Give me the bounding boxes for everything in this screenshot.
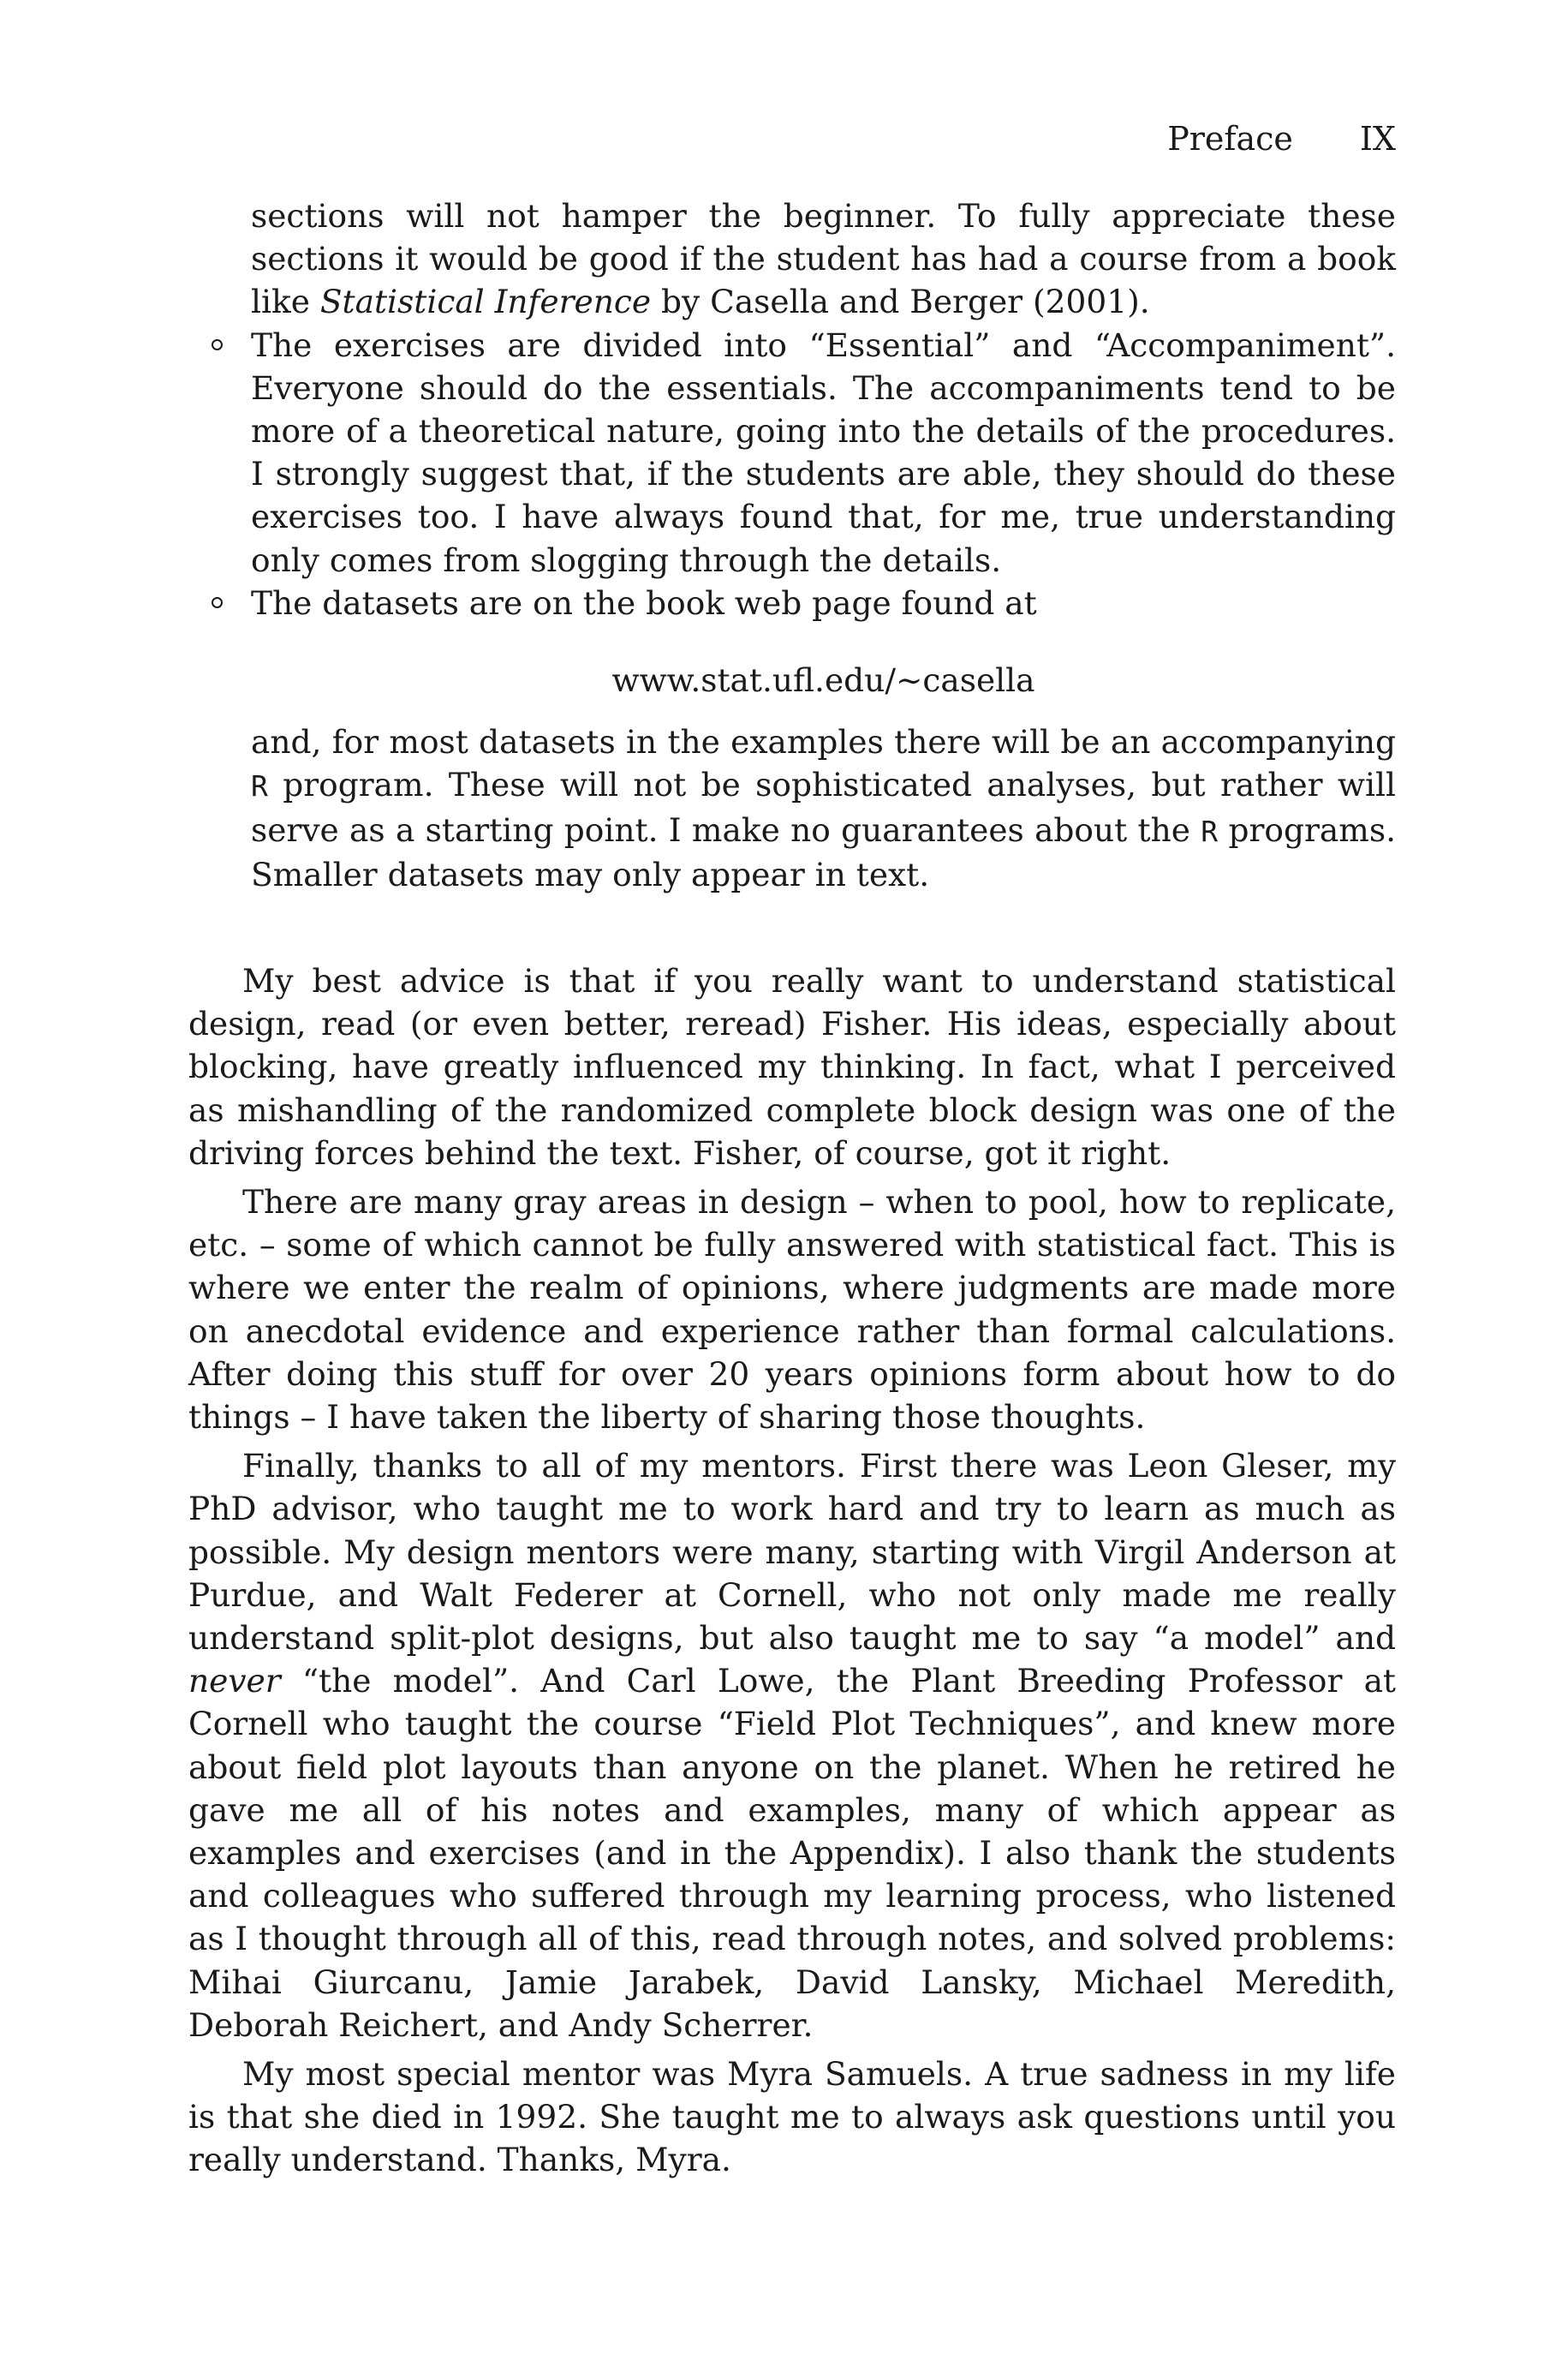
running-header bbox=[1167, 120, 1396, 158]
list-item-text: The datasets are on the book web page found at bbox=[251, 583, 1037, 622]
datasets-note bbox=[251, 720, 1396, 896]
page-number: IX bbox=[1359, 120, 1396, 158]
list-item-text: The exercises are divided into “Essential” and “Accompaniment”. Everyone should do the essentials. The accompaniments tend to be more of a theoretical nature, going into the details of the procedures. I strongly suggest that, if the students are able, they should do these exercises too. I have always found that, for me, true understanding only comes from slogging through the details. bbox=[251, 326, 1396, 579]
book-title: Statistical Inference bbox=[319, 283, 652, 321]
web-page-url: www.stat.ufl.edu/∼casella bbox=[611, 661, 1035, 700]
list-item-datasets bbox=[251, 582, 1396, 896]
datasets-note-text: and, for most datasets in the examples there will be an accompanying bbox=[251, 723, 1396, 762]
emphasis-never: never bbox=[188, 1662, 281, 1700]
body-paragraphs bbox=[188, 959, 1396, 2188]
bullet-circle-icon bbox=[212, 597, 223, 608]
paragraph-gray-areas: There are many gray areas in design – when to pool, how to replicate, etc. – some of which cannot be fully answered with statistical fact. This is where we enter the realm of opinions, where judgments are made more on anecdotal evidence and experience rather than formal calculations. After doing this stuff for over 20 years opinions form about how to do things – I have taken the liberty of sharing those thoughts. bbox=[188, 1183, 1396, 1437]
mentors-text-end: “the model”. And Carl Lowe, the Plant Breeding Professor at Cornell who taught the course “Field Plot Techniques”, and knew more about field plot layouts than anyone on the planet. When he retired he gave me all of his notes and examples, many of which appear as examples and exercises (and in the Appendix). I also thank the students and colleagues who suffered through my learning process, who listened as I thought through all of this, read through notes, and solved problems: Mihai Giurcanu, Jamie Jarabek, David Lansky, Michael Meredith, Deborah Reichert, and Andy Scherrer. bbox=[188, 1662, 1396, 2044]
paragraph-fisher: My best advice is that if you really want to understand statistical design, read (or even better, reread) Fisher. His ideas, especially about blocking, have greatly influenced my thinking. In fact, what I perceived as mishandling of the randomized complete block design was one of the driving forces behind the text. Fisher, of course, got it right. bbox=[188, 962, 1396, 1172]
paragraph-mentors bbox=[188, 1444, 1396, 2046]
list-item-exercises bbox=[251, 324, 1396, 582]
r-language-name: R bbox=[251, 769, 268, 804]
list-continuation bbox=[251, 194, 1396, 324]
paragraph-myra: My most special mentor was Myra Samuels. A true sadness in my life is that she died in 1992. She taught me to always ask questions until you really understand. Thanks, Myra. bbox=[188, 2055, 1396, 2179]
continuation-text: sections will not hamper the beginner. To fully appreciate these sections it would be good if the student has had a course from a book like bbox=[251, 197, 1396, 321]
datasets-note-text: programs. Smaller datasets may only appear in text. bbox=[251, 810, 1396, 893]
mentors-text: Finally, thanks to all of my mentors. First there was Leon Gleser, my PhD advisor, who taught me to work hard and try to learn as much as possible. My design mentors were many, starting with Virgil Anderson at Purdue, and Walt Federer at Cornell, who not only made me really understand split-plot designs, but also taught me to say “a model” and bbox=[188, 1447, 1396, 1658]
continuation-text-end: by Casella and Berger (2001). bbox=[651, 283, 1150, 321]
r-language-name: R bbox=[1201, 814, 1219, 848]
datasets-note-text: program. These will not be sophisticated analyses, but rather will serve as a starting point. I make no guarantees about the bbox=[251, 766, 1396, 849]
bullet-circle-icon bbox=[212, 339, 223, 350]
running-title: Preface bbox=[1167, 120, 1293, 158]
bullet-list bbox=[188, 194, 1396, 896]
